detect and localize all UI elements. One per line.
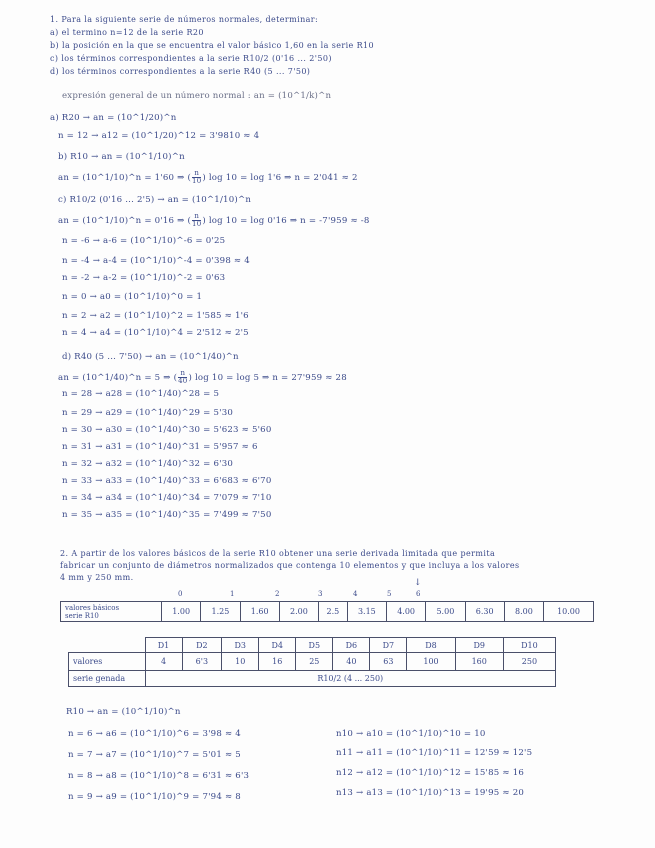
sol-b-left: an = (10^1/10)^n = 1'60 ⇒ ( [58,173,192,183]
index-3: 3 [318,590,323,598]
general-expression: expresión general de un número normal : an = (10^1/k)^n [62,91,332,101]
sol-c-line6: n = 2 → a2 = (10^1/10)^2 = 1'585 ≈ 1'6 [62,311,249,321]
problem1-title: 1. Para la siguiente serie de números normales, determinar: [50,15,319,24]
row-label-values: valores [69,653,146,671]
sol-d-line9: n = 35 → a35 = (10^1/40)^35 = 7'499 ≈ 7'50 [62,510,272,520]
index-6: 6 [416,590,421,598]
header-cell: D5 [296,638,333,653]
right-calc-1: n10 → a10 = (10^1/10)^10 = 10 [336,729,486,739]
right-calc-4: n13 → a13 = (10^1/10)^13 = 19'95 ≈ 20 [336,788,525,798]
index-4: 4 [353,590,358,598]
sol-d-line5: n = 31 → a31 = (10^1/40)^31 = 5'957 ≈ 6 [62,442,258,452]
problem2-title-line2: fabricar un conjunto de diámetros normalizados que contenga 10 elementos y que incluya a los valores [60,561,520,570]
right-calc-2: n11 → a11 = (10^1/10)^11 = 12'59 ≈ 12'5 [336,748,533,758]
header-cell: D4 [259,638,296,653]
table-cell: 100 [407,653,455,671]
header-cell: D3 [222,638,259,653]
series-value-cell: R10/2 (4 ... 250) [145,671,556,687]
sol-d-line2: n = 28 → a28 = (10^1/40)^28 = 5 [62,389,220,399]
sol-d-line4: n = 30 → a30 = (10^1/40)^30 = 5'623 ≈ 5'60 [62,425,272,435]
sol-d-line3: n = 29 → a29 = (10^1/40)^29 = 5'30 [62,408,234,418]
header-cell: D6 [333,638,370,653]
problem2-title-line3: 4 mm y 250 mm. [60,573,134,582]
sol-d-head: d) R40 (5 ... 7'50) → an = (10^1/40)^n [62,352,239,362]
header-cell: D7 [370,638,407,653]
sol-c-head: c) R10/2 (0'16 ... 2'5) → an = (10^1/10)^n [58,195,252,205]
sol-b-right: ) log 10 = log 1'6 ⇒ n = 2'041 ≈ 2 [202,173,358,183]
sol-d-fraction [178,370,187,385]
problem1-item-c: c) los términos correspondientes a la serie R10/2 (0'16 ... 2'50) [50,54,332,63]
table-cell: 6'3 [182,653,222,671]
sol-d-line7: n = 33 → a33 = (10^1/40)^33 = 6'683 ≈ 6'70 [62,476,272,486]
index-5: 5 [387,590,392,598]
r10-head: R10 → an = (10^1/10)^n [66,707,181,717]
table-cell: 63 [370,653,407,671]
table-cell: 2.5 [319,602,348,622]
label-line1: valores básicos [65,603,120,612]
derived-series-table [68,637,556,687]
header-cell: D8 [407,638,455,653]
sol-d-line1 [58,370,347,385]
sol-c-line7: n = 4 → a4 = (10^1/10)^4 = 2'512 ≈ 2'5 [62,328,249,338]
sol-b-num: n [192,170,201,178]
table-cell: 4 [145,653,182,671]
left-calc-4: n = 9 → a9 = (10^1/10)^9 = 7'94 ≈ 8 [68,792,241,802]
basic-values-label [61,602,162,622]
sol-c-line1 [58,213,370,228]
table-cell: 1.25 [201,602,240,622]
table-row [69,653,556,671]
header-cell: D9 [455,638,503,653]
sol-c-line4: n = -2 → a-2 = (10^1/10)^-2 = 0'63 [62,273,226,283]
header-cell: D10 [503,638,555,653]
sol-c-line5: n = 0 → a0 = (10^1/10)^0 = 1 [62,292,203,302]
sol-c-line3: n = -4 → a-4 = (10^1/10)^-4 = 0'398 ≈ 4 [62,256,250,266]
row-label-series: serie genada [69,671,146,687]
table-cell: 2.00 [279,602,318,622]
index-2: 2 [275,590,280,598]
table-cell: 4.00 [386,602,425,622]
table-cell: 160 [455,653,503,671]
sol-d-line6: n = 32 → a32 = (10^1/40)^32 = 6'30 [62,459,234,469]
left-calc-3: n = 8 → a8 = (10^1/10)^8 = 6'31 ≈ 6'3 [68,771,250,781]
empty-corner [69,638,146,653]
arrow-down-icon: ↓ [414,578,422,588]
table-cell: 25 [296,653,333,671]
header-cell: D2 [182,638,222,653]
problem1-item-b: b) la posición en la que se encuentra el valor básico 1,60 en la serie R10 [50,41,375,50]
problem1-item-d: d) los términos correspondientes a la serie R40 (5 ... 7'50) [50,67,311,76]
table-cell: 6.30 [465,602,504,622]
sol-a-head: a) R20 → an = (10^1/20)^n [50,113,177,123]
sol-a-line1: n = 12 → a12 = (10^1/20)^12 = 3'9810 ≈ 4 [58,131,260,141]
sol-b-den: 10 [192,177,202,185]
table-cell: 10.00 [544,602,594,622]
sol-c-line2: n = -6 → a-6 = (10^1/10)^-6 = 0'25 [62,236,226,246]
sol-d-line8: n = 34 → a34 = (10^1/40)^34 = 7'079 ≈ 7'10 [62,493,272,503]
sol-c-den: 10 [192,220,202,228]
left-calc-1: n = 6 → a6 = (10^1/10)^6 = 3'98 ≈ 4 [68,729,241,739]
sol-b-fraction [192,170,201,185]
table-cell: 16 [259,653,296,671]
sol-d-num: n [178,370,187,378]
sol-b-line1 [58,170,358,185]
table-cell: 1.60 [240,602,279,622]
sol-c-left: an = (10^1/10)^n = 0'16 ⇒ ( [58,216,192,226]
problem1-item-a: a) el termino n=12 de la serie R20 [50,28,204,37]
sol-d-right: ) log 10 = log 5 ⇒ n = 27'959 ≈ 28 [188,373,347,383]
sol-b-head: b) R10 → an = (10^1/10)^n [58,152,185,162]
table-cell: 5.00 [426,602,465,622]
table-cell: 250 [503,653,555,671]
table-cell: 10 [222,653,259,671]
table-cell: 3.15 [347,602,386,622]
sol-d-den: 40 [178,377,188,385]
problem2-title-line1: 2. A partir de los valores básicos de la serie R10 obtener una serie derivada limitada que permita [60,549,496,558]
sol-c-fraction [192,213,201,228]
table-cell: 8.00 [504,602,543,622]
index-0: 0 [178,590,183,598]
index-1: 1 [230,590,235,598]
header-cell: D1 [145,638,182,653]
table-cell: 40 [333,653,370,671]
right-calc-3: n12 → a12 = (10^1/10)^12 = 15'85 ≈ 16 [336,768,525,778]
table-cell: 1.00 [162,602,201,622]
sol-c-right: ) log 10 = log 0'16 ⇒ n = -7'959 ≈ -8 [202,216,370,226]
sol-d-left: an = (10^1/40)^n = 5 ⇒ ( [58,373,178,383]
table-row [69,671,556,687]
table-row [61,602,594,622]
left-calc-2: n = 7 → a7 = (10^1/10)^7 = 5'01 ≈ 5 [68,750,241,760]
table-header-row [69,638,556,653]
basic-values-table [60,601,594,622]
label-line2: serie R10 [65,611,99,620]
sol-c-num: n [192,213,201,221]
